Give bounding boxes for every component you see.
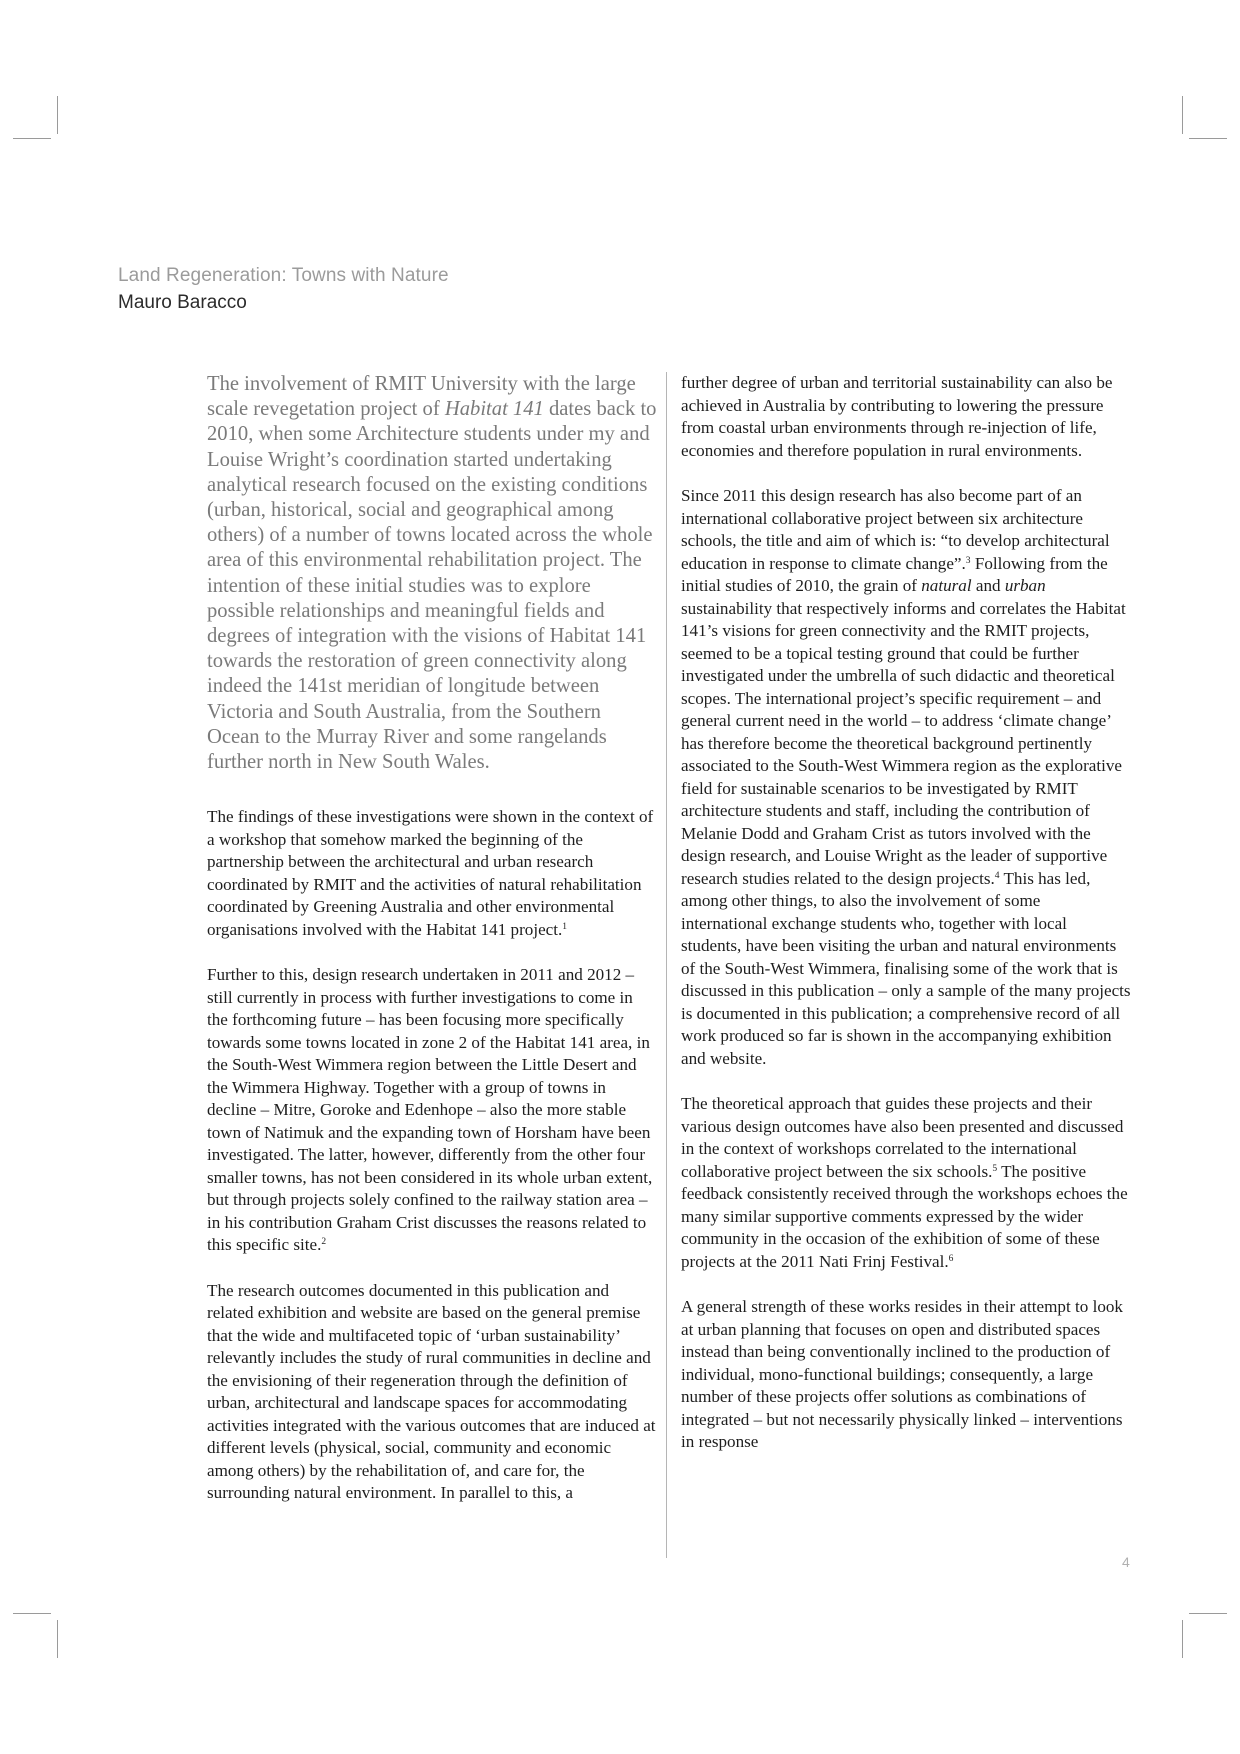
footnote-ref: 5 [992,1163,998,1174]
author-name: Mauro Baracco [118,292,247,313]
right-column [681,372,1131,1454]
crop-mark-bottom-left-vertical [57,1620,58,1658]
crop-mark-top-right-vertical [1182,96,1183,134]
crop-mark-bottom-right-horizontal [1189,1613,1227,1614]
page-number: 4 [1122,1554,1130,1570]
crop-mark-top-right-horizontal [1189,138,1227,139]
body-paragraph: Since 2011 this design research has also become part of an international collaborative project between six architecture schools, the title and aim of which is: “to develop architectural education in response to climate change”.$^3$ Following from the initial studies of 2010, the grain of natural and urban sustainability that respectively informs and correlates the Habitat 141’s visions for green connectivity and the RMIT projects, seemed to be a topical testing ground that could be further investigated under the umbrella of such didactic and theoretical scopes. The international project’s specific requirement – and general current need in the world – to address ‘climate change’ has therefore become the theoretical background pertinently associated to the South-West Wimmera region as the explorative field for sustainable scenarios to be investigated by RMIT architecture students and staff, including the contribution of Melanie Dodd and Graham Crist as tutors involved with the design research, and Louise Wright as the leader of supportive research studies related to the design projects.$^4$ This has led, among other things, to also the involvement of some international exchange students who, together with local students, have been visiting the urban and natural environments of the South-West Wimmera, finalising some of the work that is discussed in this publication – only a sample of the many projects is documented in this publication; a comprehensive record of all work produced so far is shown in the accompanying exhibition and website. [681,486,1131,1068]
running-header [118,262,449,316]
body-paragraph: The findings of these investigations were shown in the context of a workshop that somehow marked the beginning of the partnership between the architectural and urban research coordinated by RMIT and the activities of natural rehabilitation coordinated by Greening Australia and other environmental organisations involved with the Habitat 141 project.$^1$ [207,807,654,939]
crop-mark-top-left-horizontal [13,138,51,139]
intro-paragraph: The involvement of RMIT University with the large scale revegetation project of Habitat 141 dates back to 2010, when some Architecture students under my and Louise Wright’s coordination started undertaking analytical research focused on the existing conditions (urban, historical, social and geographical among others) of a number of towns located across the whole area of this environmental rehabilitation project. The intention of these initial studies was to explore possible relationships and meaningful fields and degrees of integration with the visions of Habitat 141 towards the restoration of green connectivity along indeed the 141st meridian of longitude between Victoria and South Australia, from the Southern Ocean to the Murray River and some rangelands further north in New South Wales. [207,373,657,774]
crop-mark-top-left-vertical [57,96,58,134]
column-divider [666,372,667,1558]
footnote-ref: 1 [562,921,568,932]
body-paragraph: further degree of urban and territorial sustainability can also be achieved in Australia by contributing to lowering the pressure from coastal urban environments through re-injection of life, economies and therefore population in rural environments. [681,373,1113,460]
body-paragraph: A general strength of these works resides in their attempt to look at urban planning that focuses on open and distributed spaces instead than being conventionally inclined to the production of individual, mono-functional buildings; consequently, a large number of these projects offer solutions as combinations of integrated – but not necessarily physically linked – interventions in response [681,1297,1123,1451]
body-paragraph: The theoretical approach that guides these projects and their various design outcomes have also been presented and discussed in the context of workshops correlated to the international collaborative project between the six schools.$^5$ The positive feedback consistently received through the workshops echoes the many similar supportive comments expressed by the wider community in the occasion of the exhibition of some of these projects at the 2011 Nati Frinj Festival.$^6$ [681,1094,1128,1271]
body-paragraph: Further to this, design research undertaken in 2011 and 2012 – still currently in process with further investigations to come in the forthcoming future – has been focusing more specifically towards some towns located in zone 2 of the Habitat 141 area, in the South-West Wimmera region between the Little Desert and the Wimmera Highway. Together with a group of towns in decline – Mitre, Goroke and Edenhope – also the more stable town of Natimuk and the expanding town of Horsham have been investigated. The latter, however, differently from the other four smaller towns, has not been considered in its whole urban extent, but through projects solely confined to the railway station area – in his contribution Graham Crist discusses the reasons related to this specific site.$^2$ [207,965,653,1255]
footnote-ref: 6 [948,1253,954,1264]
crop-mark-bottom-right-vertical [1182,1620,1183,1658]
footnote-ref: 3 [965,555,971,566]
footnote-ref: 4 [994,870,1000,881]
crop-mark-bottom-left-horizontal [13,1613,51,1614]
left-column [207,372,657,1505]
chapter-title: Land Regeneration: Towns with Nature [118,265,449,286]
body-paragraph: The research outcomes documented in this publication and related exhibition and website are based on the general premise that the wide and multifaceted topic of ‘urban sustainability’ relevantly includes the study of rural communities in decline and the envisioning of their regeneration through the definition of urban, architectural and landscape spaces for accommodating activities integrated with the various outcomes that are induced at different levels (physical, social, community and economic among others) by the rehabilitation of, and care for, the surrounding natural environment. In parallel to this, a [207,1280,656,1503]
footnote-ref: 2 [321,1237,327,1248]
